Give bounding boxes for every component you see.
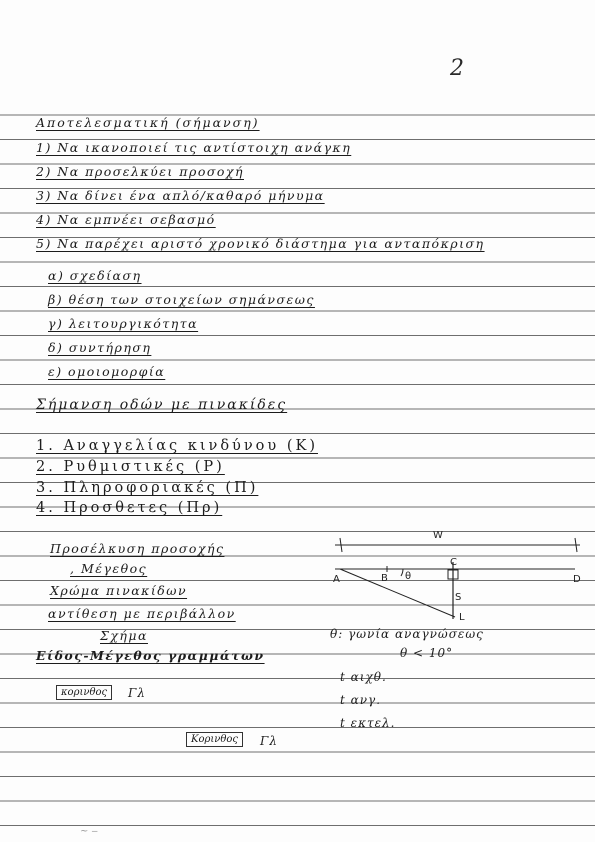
sample-sign-box [186,732,243,747]
requirement-item: 5) Να παρέχει αριστό χρονικό διάστημα για ανταπόκριση [36,236,485,251]
title: Αποτελεσματική (σήμανση) [36,115,260,130]
box-tail: Γλ [128,686,146,700]
page-number: 2 [450,56,464,81]
diagram-label-a: A [333,574,340,585]
diagram-label-theta: θ [405,571,412,582]
diagram-label-w: W [433,530,443,541]
diagram-label-c: C [450,557,457,568]
time-note: t ανγ. [340,693,382,707]
box-word: κορινθος [61,687,108,698]
viewing-angle-diagram [335,524,585,624]
diagram-sight-line [340,569,455,617]
attention-item: , Μέγεθος [70,561,148,576]
theta-definition: θ: γωνία αναγνώσεως [330,627,484,641]
requirement-item: 4) Να εμπνέει σεβασμό [36,212,216,227]
top-margin [0,0,595,96]
section-title: Σήμανση οδών με πινακίδες [36,397,288,413]
sign-type-item: 1. Αναγγελίας κινδύνου (Κ) [36,438,318,454]
diagram-label-b: B [381,573,388,584]
attention-item: αντίθεση με περιβάλλον [48,606,236,621]
factor-item: β) θέση των στοιχείων σημάνσεως [48,292,315,307]
time-note: t αιχθ. [340,670,387,684]
requirement-item: 3) Να δίνει ένα απλό/καθαρό μήνυμα [36,188,325,203]
sign-type-item: 3. Πληροφοριακές (Π) [36,480,259,496]
sign-type-item: 4. Προσθετες (Πρ) [36,500,223,516]
requirement-item: 1) Να ικανοποιεί τις αντίστοιχη ανάγκη [36,140,352,155]
factor-item: α) σχεδίαση [48,268,142,283]
theta-condition: θ < 10° [400,646,454,660]
diagram-label-l: L [459,612,465,623]
sign-type-item: 2. Ρυθμιστικές (Ρ) [36,459,225,475]
attention-title: Προσέλκυση προσοχής [50,541,225,556]
requirement-item: 2) Να προσελκύει προσοχή [36,164,244,179]
attention-item: Χρώμα πινακίδων [50,583,188,598]
stray-mark: ~ ‒ [80,826,98,837]
diagram-angle-arc [401,569,403,576]
factor-item: γ) λειτουργικότητα [48,316,199,331]
diagram-label-d: D [573,574,581,585]
factor-item: δ) συντήρηση [48,340,152,355]
diagram-label-s: S [455,592,462,603]
time-note: t εκτελ. [340,716,396,730]
attention-item: Σχήμα [100,628,148,643]
sample-sign-box [56,685,112,700]
box-word: Κορινθος [191,734,239,745]
box-tail: Γλ [260,734,278,748]
factor-item: ε) ομοιομορφία [48,364,166,379]
attention-item: Είδος-Μέγεθος γραμμάτων [36,648,265,663]
